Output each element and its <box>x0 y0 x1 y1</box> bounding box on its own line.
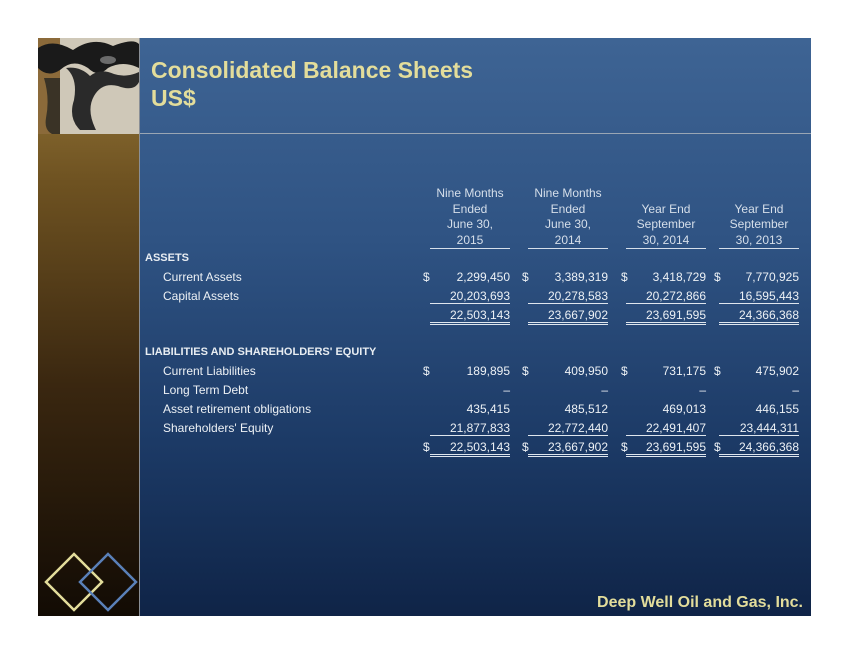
value-cell: 23,667,902 <box>528 308 608 325</box>
value-cell: 3,418,729 <box>652 270 706 284</box>
column-header-2-line2: Ended <box>550 201 586 216</box>
value-cell: 189,895 <box>466 364 510 378</box>
column-header-1-line2: Ended <box>452 201 488 216</box>
value-cell: 24,366,368 <box>719 440 799 457</box>
value-cell: 23,444,311 <box>719 421 799 436</box>
value-cell: 24,366,368 <box>719 308 799 325</box>
currency-symbol: $ <box>621 270 628 284</box>
value-cell: 23,667,902 <box>528 440 608 457</box>
column-header-3-line2: Year End <box>641 201 691 216</box>
value-cell: 469,013 <box>662 402 706 416</box>
row-label: Long Term Debt <box>163 383 249 397</box>
title-line-2: US$ <box>151 85 196 111</box>
value-cell: 409,950 <box>564 364 608 378</box>
column-header-4-line2: Year End <box>734 201 784 216</box>
value-cell: 731,175 <box>662 364 706 378</box>
column-header-4-line4: 30, 2013 <box>719 233 799 250</box>
currency-symbol: $ <box>714 440 721 454</box>
table-row <box>38 270 811 288</box>
row-label: Shareholders' Equity <box>163 421 274 435</box>
row-label: Current Assets <box>163 270 242 284</box>
row-label: Asset retirement obligations <box>163 402 312 416</box>
table-row <box>38 421 811 439</box>
value-cell: 475,902 <box>755 364 799 378</box>
value-cell: 22,491,407 <box>626 421 706 436</box>
value-cell: 16,595,443 <box>719 289 799 304</box>
assets-heading: ASSETS <box>145 252 190 264</box>
value-cell: 23,691,595 <box>626 440 706 457</box>
company-name: Deep Well Oil and Gas, Inc. <box>597 594 803 611</box>
title-line-1: Consolidated Balance Sheets <box>151 57 474 83</box>
currency-symbol: $ <box>423 364 430 378</box>
value-cell: – <box>792 383 799 397</box>
currency-symbol: $ <box>714 364 721 378</box>
column-header-1-line1: Nine Months <box>436 186 504 200</box>
value-cell: 21,877,833 <box>430 421 510 436</box>
table-row <box>38 402 811 420</box>
value-cell: 7,770,925 <box>745 270 799 284</box>
value-cell: 2,299,450 <box>456 270 510 284</box>
table-row <box>38 289 811 307</box>
value-cell: – <box>601 383 608 397</box>
value-cell: 22,503,143 <box>430 440 510 457</box>
value-cell: 20,278,583 <box>528 289 608 304</box>
value-cell: 485,512 <box>564 402 608 416</box>
value-cell: 20,203,693 <box>430 289 510 304</box>
currency-symbol: $ <box>522 440 529 454</box>
currency-symbol: $ <box>522 270 529 284</box>
value-cell: 20,272,866 <box>626 289 706 304</box>
column-header-2 <box>528 186 608 249</box>
value-cell: 446,155 <box>755 402 799 416</box>
row-label: Capital Assets <box>163 289 240 303</box>
value-cell: 23,691,595 <box>626 308 706 325</box>
table-row <box>38 364 811 382</box>
column-header-2-line3: June 30, <box>544 217 592 231</box>
value-cell: – <box>503 383 510 397</box>
column-header-4-line3: September <box>729 217 789 231</box>
column-header-2-line1: Nine Months <box>534 186 602 200</box>
column-header-2-line4: 2014 <box>528 233 608 250</box>
diamond-logo-icon <box>44 550 140 616</box>
currency-symbol: $ <box>621 440 628 454</box>
value-cell: 22,503,143 <box>430 308 510 325</box>
currency-symbol: $ <box>423 440 430 454</box>
table-row <box>38 383 811 401</box>
sidebar-divider <box>139 38 140 616</box>
liabilities-heading: LIABILITIES AND SHAREHOLDERS' EQUITY <box>145 346 377 358</box>
table-row-total <box>38 308 811 326</box>
column-header-4 <box>719 186 799 249</box>
currency-symbol: $ <box>621 364 628 378</box>
title-divider <box>140 133 811 134</box>
value-cell: – <box>699 383 706 397</box>
column-header-3-line1 <box>626 186 706 202</box>
table-row-total <box>38 440 811 458</box>
column-header-3 <box>626 186 706 249</box>
column-header-1-line4: 2015 <box>430 233 510 250</box>
value-cell: 22,772,440 <box>528 421 608 436</box>
value-cell: 3,389,319 <box>554 270 608 284</box>
oil-photo <box>38 38 139 134</box>
column-header-3-line4: 30, 2014 <box>626 233 706 250</box>
column-header-1 <box>430 186 510 249</box>
currency-symbol: $ <box>714 270 721 284</box>
currency-symbol: $ <box>423 270 430 284</box>
column-header-3-line3: September <box>636 217 696 231</box>
slide <box>38 38 811 616</box>
row-label: Current Liabilities <box>163 364 256 378</box>
page-title <box>151 56 473 112</box>
column-header-4-line1 <box>719 186 799 202</box>
currency-symbol: $ <box>522 364 529 378</box>
value-cell: 435,415 <box>466 402 510 416</box>
column-header-1-line3: June 30, <box>446 217 494 231</box>
